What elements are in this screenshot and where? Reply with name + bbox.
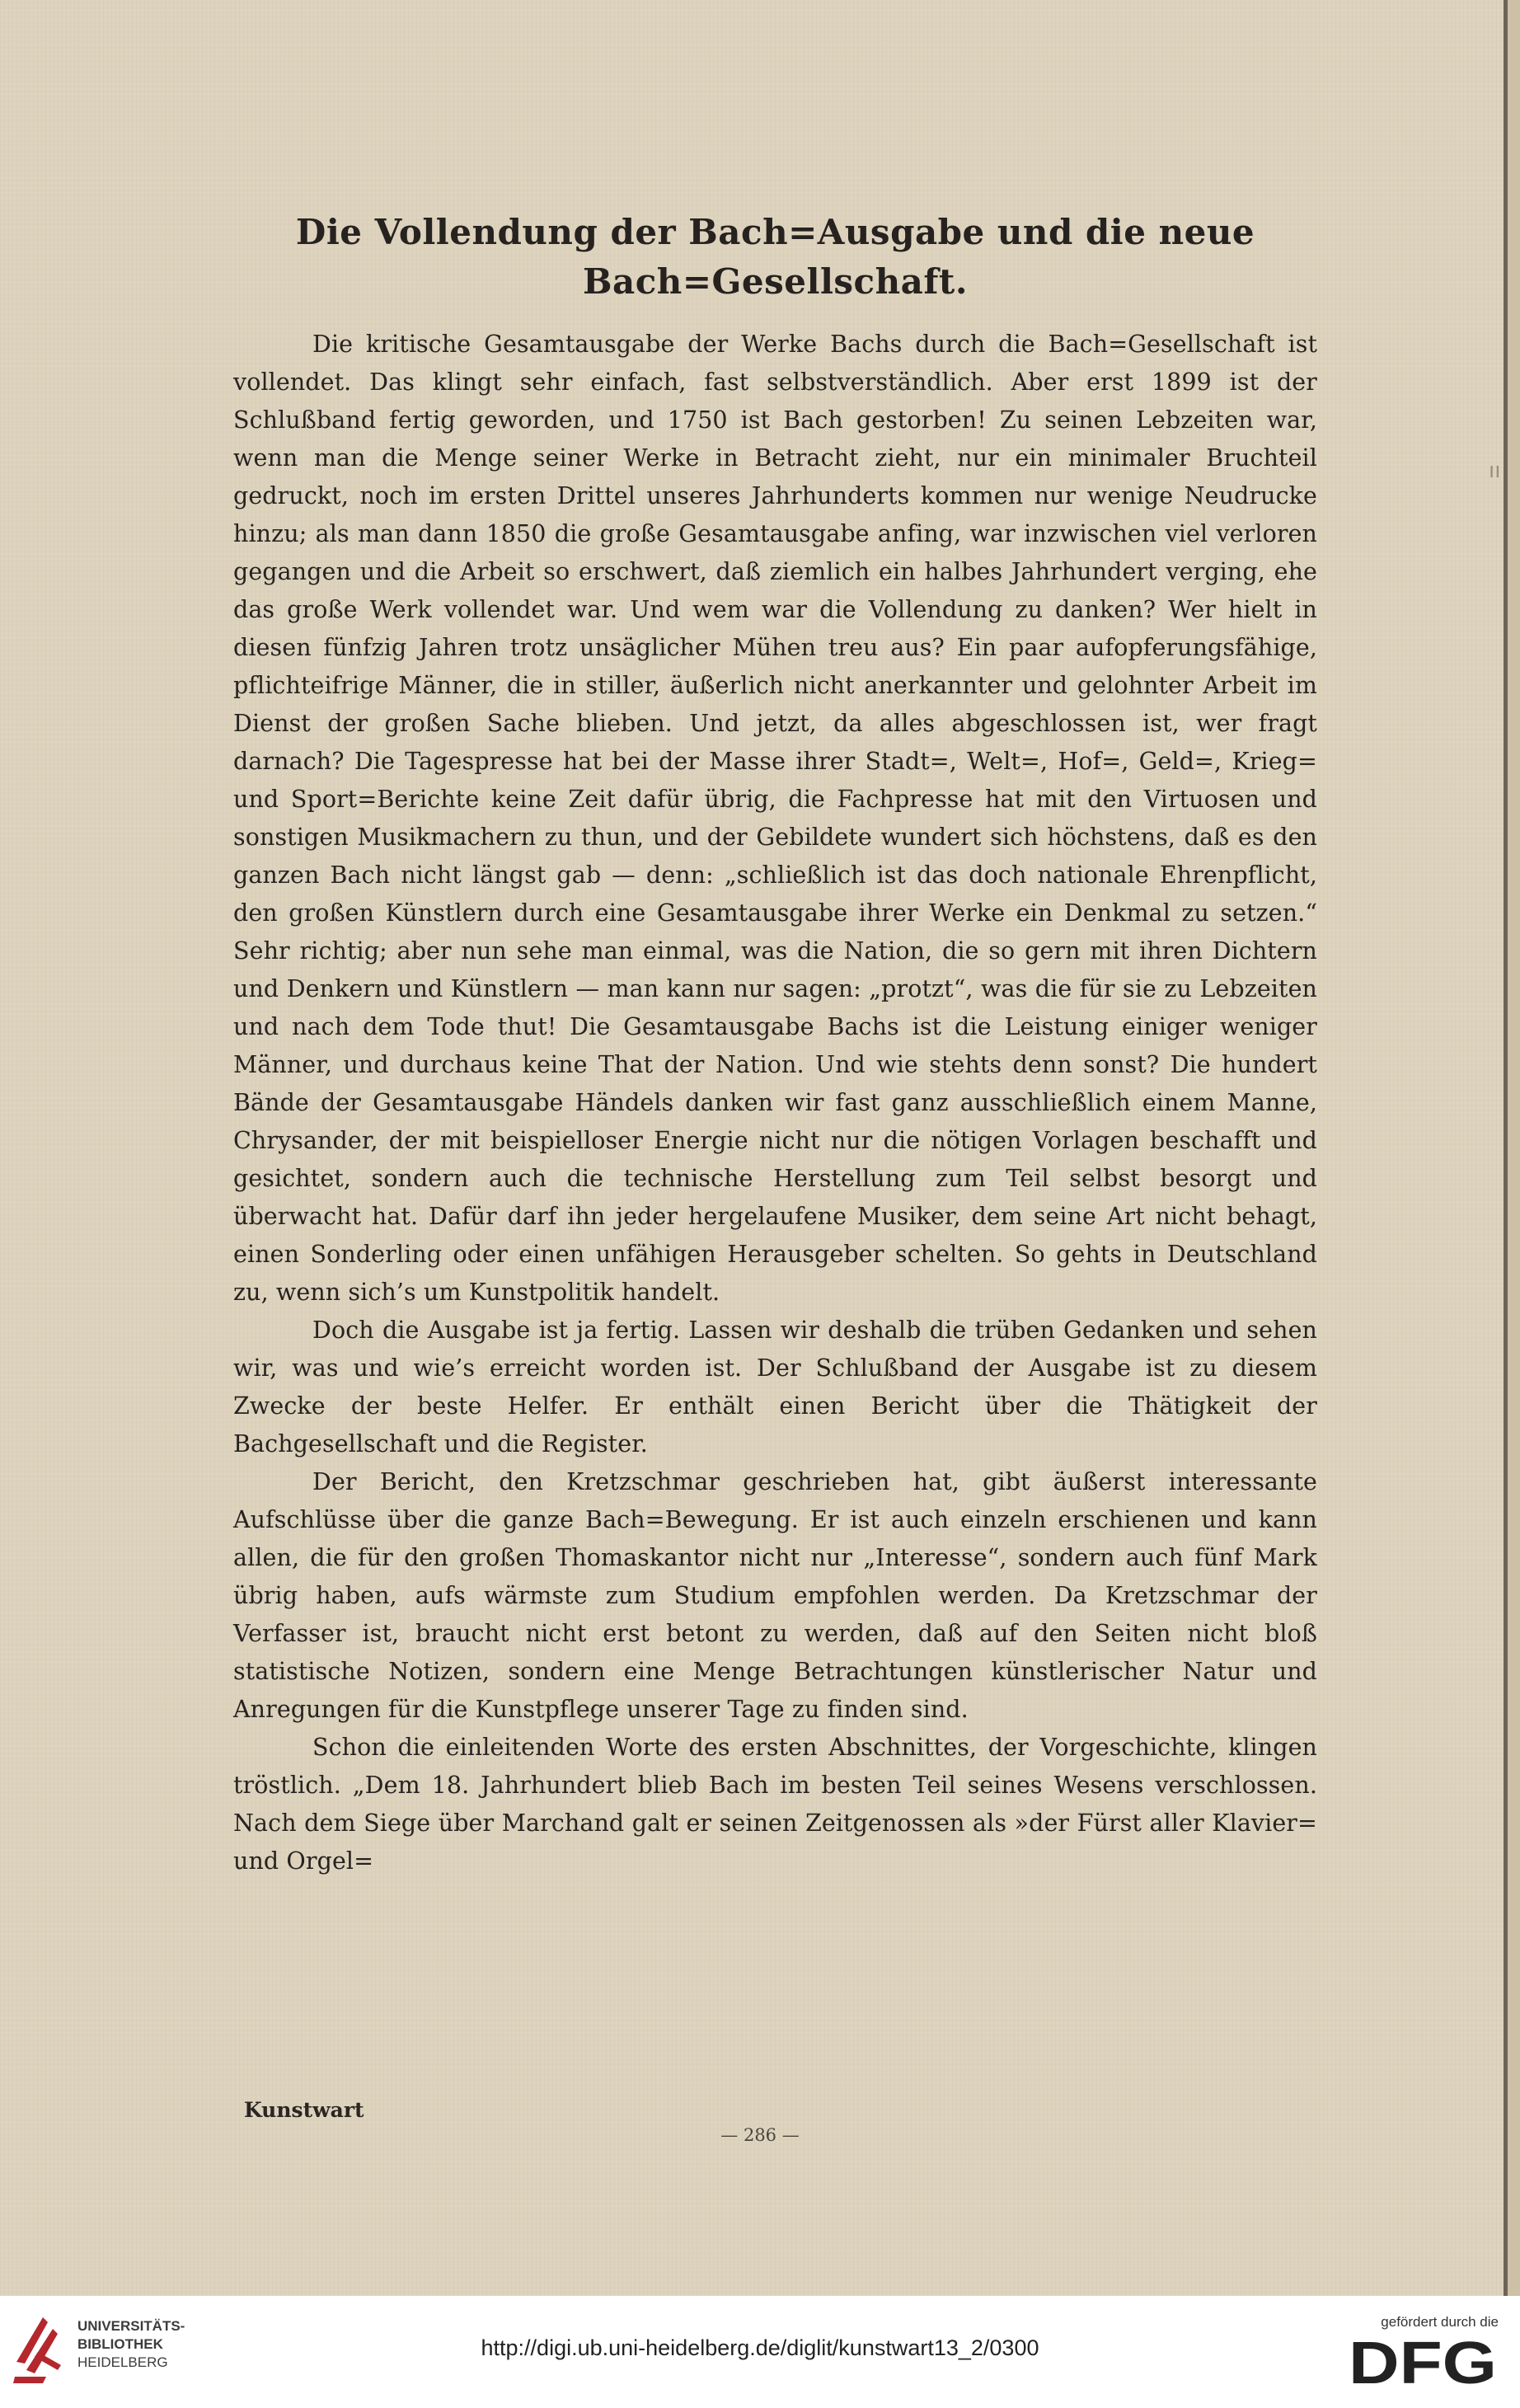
page-number: — 286 — [720, 2125, 800, 2145]
article [233, 208, 1317, 1880]
permalink-url[interactable]: http://digi.ub.uni-heidelberg.de/diglit/kunstwart13_2/0300 [481, 2335, 1039, 2360]
margin-mark: ıı [1489, 458, 1501, 483]
paragraph: Der Bericht, den Kretzschmar geschrieben hat, gibt äußerst interessante Aufschlüsse über die ganze Bach=Bewegung. Er ist auch einzeln erschienen und kann allen, die für den großen Thomaskantor nicht nur „Interesse“, sondern auch fünf Mark übrig haben, aufs wärmste zum Studium empfohlen werden. Da Kretzschmar der Verfasser ist, braucht nicht erst betont zu werden, daß auf den Seiten nicht bloß statistische Notizen, sondern eine Menge Betrachtungen künstlerischer Natur und Anregungen für die Kunstpflege unserer Tage zu finden sind. [233, 1468, 1317, 1723]
journal-signature: Kunstwart [244, 2098, 364, 2122]
dfg-logo-text: DFG [1349, 2334, 1497, 2392]
paragraph: Die kritische Gesamtausgabe der Werke Bachs durch die Bach=Gesellschaft ist vollendet. Das klingt sehr einfach, fast selbstverständlich. Aber erst 1899 ist der Schlußband fertig geworden, und 1750 ist Bach gestorben! Zu seinen Lebzeiten war, wenn man die Menge seiner Werke in Betracht zieht, nur ein minimaler Bruchteil gedruckt, noch im ersten Drittel unseres Jahrhunderts kommen nur wenige Neudrucke hinzu; als man dann 1850 die große Gesamtausgabe anfing, war inzwischen viel verloren gegangen und die Arbeit so erschwert, daß ziemlich ein halbes Jahrhundert verging, ehe das große Werk vollendet war. Und wem war die Vollendung zu danken? Wer hielt in diesen fünfzig Jahren trotz unsäglicher Mühen treu aus? Ein paar aufopferungsfähige, pflichteifrige Männer, die in stiller, äußerlich nicht anerkannter und gelohnter Arbeit im Dienst der großen Sache blieben. Und jetzt, da alles abgeschlossen ist, wer fragt darnach? Die Tagespresse hat bei der Masse ihrer Stadt=, Welt=, Hof=, Geld=, Krieg= und Sport=Berichte keine Zeit dafür übrig, die Fachpresse hat mit den Virtuosen und sonstigen Musikmachern zu thun, und der Gebildete wundert sich höchstens, daß es den ganzen Bach nicht längst gab — denn: „schließlich ist das doch nationale Ehrenpflicht, den großen Künstlern durch eine Gesamtausgabe ihrer Werke ein Denkmal zu setzen.“ Sehr richtig; aber nun sehe man einmal, was die Nation, die so gern mit ihren Dichtern und Denkern und Künstlern — man kann nur sagen: „protzt“, was die für sie zu Lebzeiten und nach dem Tode thut! Die Gesamtausgabe Bachs ist die Leistung einiger weniger Männer, und durchaus keine That der Nation. Und wie stehts denn sonst? Die hundert Bände der Gesamtausgabe Händels danken wir fast ganz ausschließlich einem Manne, Chrysander, der mit beispielloser Energie nicht nur die nötigen Vorlagen beschafft und gesichtet, sondern auch die technische Herstellung zum Teil selbst besorgt und überwacht hat. Dafür darf ihn jeder hergelaufene Musiker, dem seine Art nicht behagt, einen Sonderling oder einen unfähigen Herausgeber schelten. So gehts in Deutschland zu, wenn sich’s um Kunstpolitik handelt. [233, 331, 1317, 1306]
dfg-logo-icon [1349, 2334, 1499, 2392]
article-title: Die Vollendung der Bach=Ausgabe und die neue Bach=Gesellschaft. [295, 212, 1255, 302]
paragraph: Schon die einleitenden Worte des ersten Abschnittes, der Vorgeschichte, klingen tröstlich. „Dem 18. Jahrhundert blieb Bach im besten Teil seines Wesens verschlossen. Nach dem Siege über Marchand galt er seinen Zeitgenossen als »der Fürst aller Klavier= und Orgel= [233, 1734, 1317, 1875]
library-name-line: BIBLIOTHEK [77, 2336, 163, 2352]
page-edge [1504, 0, 1520, 2296]
library-name-line: HEIDELBERG [77, 2354, 168, 2370]
funding-caption: gefördert durch die [1381, 2314, 1499, 2330]
viewer-footer [0, 2296, 1520, 2408]
library-name-line: UNIVERSITÄTS- [77, 2318, 185, 2334]
paragraph: Doch die Ausgabe ist ja fertig. Lassen wir deshalb die trüben Gedanken und sehen wir, was und wie’s erreicht worden ist. Der Schlußband der Ausgabe ist zu diesem Zwecke der beste Helfer. Er enthält einen Bericht über die Thätigkeit der Bachgesellschaft und die Register. [233, 1317, 1317, 1457]
